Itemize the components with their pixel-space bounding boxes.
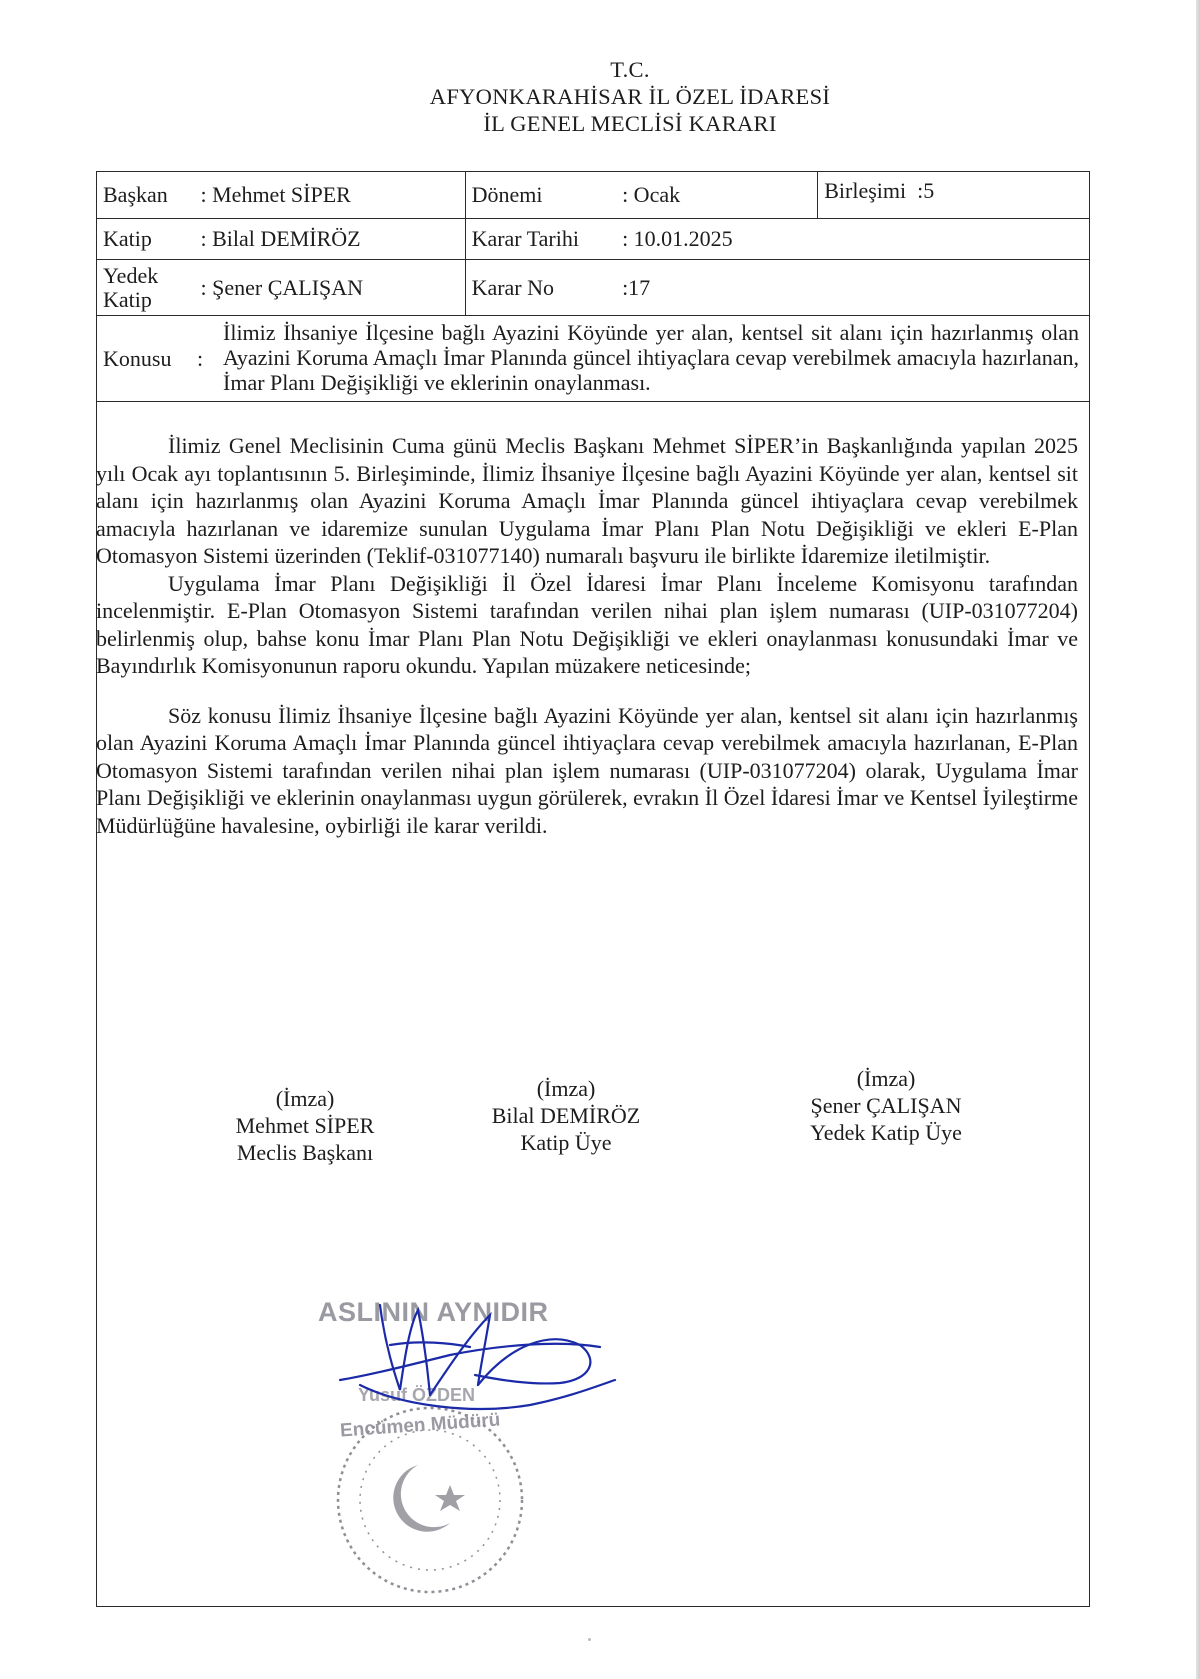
paragraph-gap (96, 680, 1090, 702)
meta-row-katip (97, 219, 1090, 260)
header-tc: T.C. (610, 57, 650, 82)
header-decision-title: İL GENEL MECLİSİ KARARI (483, 111, 777, 136)
donemi-label: Dönemi (471, 182, 543, 207)
body-paragraph-3: Söz konusu İlimiz İhsaniye İlçesine bağlı Ayazini Köyünde yer alan, kentsel sit alanı için hazırlanmış olan Ayazini Koruma Amaçlı İmar Planında güncel ihtiyaçlara cevap verebilmek amacıyla hazırlanan, E-Plan Otomasyon Sistemi tarafından verilen nihai plan işlem numarası (UIP-031077204) olarak, Uygulama İmar Planı Değişikliği ve eklerinin onaylanması uygun görülerek, evrakın İl Özel İdaresi İmar ve Kentsel İyileştirme Müdürlüğüne havalesine, oybirliği ile karar verildi. (96, 702, 1078, 838)
konusu-cell (97, 316, 1090, 402)
konusu-label: Konusu (103, 345, 172, 371)
konusu-colon: : (197, 345, 204, 371)
signature-name: Mehmet SİPER (235, 1113, 375, 1138)
signature-katip (436, 1075, 696, 1156)
scan-edge (1196, 0, 1200, 1679)
birlesimi-value: Birleşimi :5 (824, 178, 935, 203)
donemi-value: : Ocak (622, 182, 681, 207)
yedek-label-line2: Katip (103, 286, 152, 312)
karar-no-value: :17 (622, 274, 651, 300)
signature-title: Katip Üye (520, 1130, 612, 1155)
round-seal-icon (338, 1408, 522, 1592)
baskan-label: Başkan (103, 182, 168, 207)
karar-tarihi-value: : 10.01.2025 (622, 226, 733, 251)
donemi-cell (465, 172, 818, 219)
birlesimi-cell (818, 172, 1090, 219)
body-paragraph-1: İlimiz Genel Meclisinin Cuma günü Meclis Başkanı Mehmet SİPER’in Başkanlığında yapılan 2025 yılı Ocak ayı toplantısının 5. Birleşiminde, İlimiz İhsaniye İlçesine bağlı Ayazini Köyünde yer alan, kentsel sit alanı için hazırlanmış olan Ayazini Koruma Amaçlı İmar Planında güncel ihtiyaçlara cevap verebilmek amacıyla hazırlanan ve idaremize sunulan Uygulama İmar Planı Plan Notu Değişikliği ve ekleri E-Plan Otomasyon Sistemi üzerinden (Teklif-031077140) numaralı başvuru ile birlikte İdaremize iletilmiştir. (96, 433, 1078, 568)
karar-no-cell (465, 260, 1089, 316)
katip-value: : Bilal DEMİRÖZ (200, 226, 361, 251)
header-institution: AFYONKARAHİSAR İL ÖZEL İDARESİ (429, 84, 831, 109)
signature-title: Meclis Başkanı (236, 1140, 374, 1165)
signature-name: Bilal DEMİRÖZ (491, 1103, 641, 1128)
ink-signature-icon (340, 1305, 615, 1409)
signature-block (0, 1066, 1200, 1215)
signature-imza: (İmza) (275, 1086, 335, 1111)
meta-row-yedek (97, 260, 1090, 316)
signature-imza: (İmza) (856, 1066, 916, 1091)
certification-stamp (300, 1285, 660, 1625)
decision-body (96, 432, 1090, 839)
karar-tarihi-cell (465, 219, 1089, 260)
katip-label: Katip (103, 226, 152, 251)
konusu-text: İlimiz İhsaniye İlçesine bağlı Ayazini Köyünde yer alan, kentsel sit alanı için hazırlanmış olan Ayazini Koruma Amaçlı İmar Planında güncel ihtiyaçlara cevap verebilmek amacıyla hazırlanan, İmar Planı Değişikliği ve eklerinin onaylanması. (223, 320, 1079, 395)
body-paragraph-2: Uygulama İmar Planı Değişikliği İl Özel İdaresi İmar Planı İnceleme Komisyonu tarafından incelenmiştir. E-Plan Otomasyon Sistemi tarafından verilen nihai plan işlem numarası (UIP-031077204) belirlenmiş olup, bahse konu İmar Planı Plan Notu Değişikliği ve ekleri onaylanması konusundaki İmar ve Bayındırlık Komisyonunun raporu okundu. Yapılan müzakere neticesinde; (96, 570, 1078, 678)
stamp-officer-title: Encümen Müdürü (339, 1409, 501, 1442)
yedek-cell (97, 260, 466, 316)
signature-baskan (175, 1085, 435, 1166)
seal-and-signature-icon (300, 1285, 660, 1625)
signature-imza: (İmza) (536, 1076, 596, 1101)
stamp-officer-name: Yusuf ÖZDEN (358, 1385, 476, 1405)
meta-row-baskan (97, 172, 1090, 219)
karar-no-label: Karar No (471, 274, 555, 300)
signature-title: Yedek Katip Üye (810, 1120, 962, 1145)
document-header (0, 56, 1200, 137)
karar-tarihi-label: Karar Tarihi (471, 226, 579, 251)
signature-name: Şener ÇALIŞAN (810, 1093, 962, 1118)
yedek-label-line1: Yedek (103, 262, 159, 288)
aslinin-aynidir-stamp: ASLININ AYNIDIR (318, 1297, 549, 1327)
meta-table (96, 171, 1090, 402)
baskan-cell (97, 172, 466, 219)
signature-yedek-katip (756, 1065, 1016, 1146)
baskan-value: : Mehmet SİPER (200, 182, 351, 207)
yedek-value: : Şener ÇALIŞAN (200, 274, 364, 300)
yedek-label (103, 264, 195, 312)
meta-row-konusu (97, 316, 1090, 402)
katip-cell (97, 219, 466, 260)
scan-speck (588, 1638, 591, 1641)
